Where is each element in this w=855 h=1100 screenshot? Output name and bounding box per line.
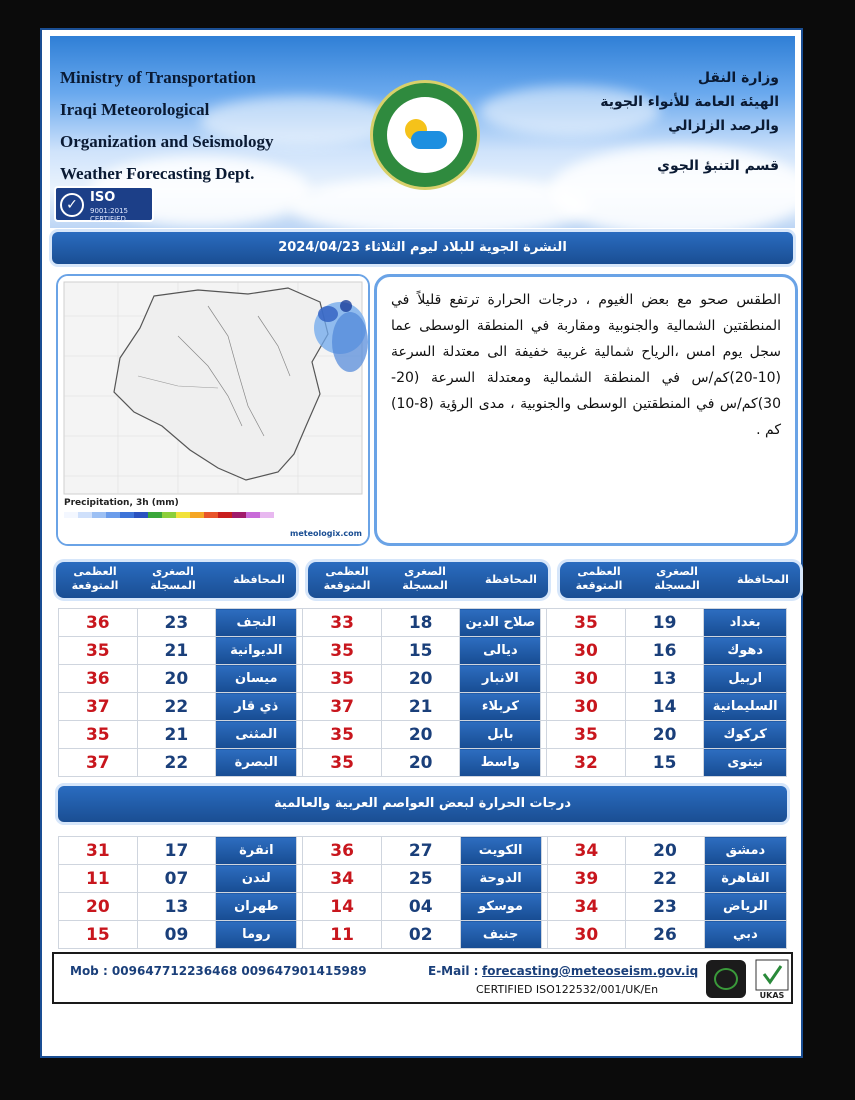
min-temp-cell: 21: [137, 637, 216, 665]
max-temp-cell: 31: [59, 837, 138, 865]
header-max-2: المتوقعة: [575, 579, 623, 592]
max-temp-cell: 35: [303, 749, 382, 777]
email-label: E-Mail :: [428, 964, 479, 978]
footer: [52, 952, 793, 1004]
header-max-1: العظمى: [577, 565, 621, 578]
header-max-2: المتوقعة: [71, 579, 119, 592]
max-temp-cell: 11: [303, 921, 382, 949]
min-temp-cell: 21: [381, 693, 460, 721]
max-temp-cell: 32: [547, 749, 626, 777]
city-cell: الانبار: [460, 665, 541, 693]
header-min-2: المسجلة: [402, 579, 448, 592]
max-temp-cell: 30: [547, 665, 626, 693]
max-temp-cell: 15: [59, 921, 138, 949]
header-min-1: الصغرى: [656, 565, 698, 578]
city-cell: المثنى: [216, 721, 297, 749]
capital-row: [59, 865, 787, 893]
city-cell: نينوى: [704, 749, 787, 777]
max-temp-cell: 36: [59, 609, 138, 637]
city-cell: انقرة: [216, 837, 297, 865]
min-temp-cell: 23: [626, 893, 705, 921]
city-cell: دهوك: [704, 637, 787, 665]
city-cell: كركوك: [704, 721, 787, 749]
map-brand: meteologix.com: [290, 529, 362, 538]
min-temp-cell: 20: [381, 749, 460, 777]
ar-line-authority: الهيئة العامة للأنواء الجوية: [600, 94, 779, 110]
bulletin-sheet: [40, 28, 803, 1058]
arabic-dept: قسم التنبؤ الجوي: [657, 158, 779, 174]
province-row: [59, 693, 787, 721]
max-temp-cell: 36: [303, 837, 382, 865]
max-temp-cell: 37: [303, 693, 382, 721]
max-temp-cell: 14: [303, 893, 382, 921]
header-min-1: الصغرى: [404, 565, 446, 578]
max-temp-cell: 34: [547, 837, 626, 865]
header-max-1: العظمى: [73, 565, 117, 578]
ukas-label: UKAS: [759, 991, 785, 1000]
max-temp-cell: 30: [547, 693, 626, 721]
city-cell: جنيف: [460, 921, 541, 949]
header-min-1: الصغرى: [152, 565, 194, 578]
max-temp-cell: 35: [59, 721, 138, 749]
city-cell: بغداد: [704, 609, 787, 637]
capital-row: [59, 893, 787, 921]
bulletin-title: النشرة الجوية للبلاد ليوم الثلاثاء 2024/04/23: [52, 232, 793, 264]
min-temp-cell: 20: [381, 665, 460, 693]
min-temp-cell: 18: [381, 609, 460, 637]
city-cell: دمشق: [704, 837, 786, 865]
cloud-icon: [411, 131, 447, 149]
max-temp-cell: 35: [303, 637, 382, 665]
city-cell: الكويت: [460, 837, 541, 865]
max-temp-cell: 35: [59, 637, 138, 665]
city-cell: ذي قار: [216, 693, 297, 721]
max-temp-cell: 30: [547, 921, 626, 949]
min-temp-cell: 04: [381, 893, 460, 921]
max-temp-cell: 39: [547, 865, 626, 893]
max-temp-cell: 37: [59, 693, 138, 721]
min-temp-cell: 20: [137, 665, 216, 693]
column-header-group-middle: [308, 562, 548, 598]
checkmark-icon: ✓: [60, 193, 84, 217]
header-max-1: العظمى: [325, 565, 369, 578]
province-row: [59, 609, 787, 637]
iso-sub: 9001:2015 CERTIFIED: [90, 207, 128, 223]
min-temp-cell: 17: [137, 837, 216, 865]
precipitation-map: [56, 274, 370, 546]
city-cell: طهران: [216, 893, 297, 921]
city-cell: القاهرة: [704, 865, 786, 893]
max-temp-cell: 36: [59, 665, 138, 693]
city-cell: واسط: [460, 749, 541, 777]
en-line-dept: Weather Forecasting Dept.: [60, 164, 255, 183]
min-temp-cell: 07: [137, 865, 216, 893]
header-min-2: المسجلة: [150, 579, 196, 592]
max-temp-cell: 35: [303, 721, 382, 749]
min-temp-cell: 25: [381, 865, 460, 893]
max-temp-cell: 34: [303, 865, 382, 893]
max-temp-cell: 34: [547, 893, 626, 921]
meteorology-logo: [370, 80, 480, 190]
city-cell: ميسان: [216, 665, 297, 693]
en-line-ministry: Ministry of Transportation: [60, 68, 256, 87]
ar-line-seismic: والرصد الزلزالي: [668, 118, 779, 134]
max-temp-cell: 35: [303, 665, 382, 693]
header-min-2: المسجلة: [654, 579, 700, 592]
header-banner: [50, 36, 795, 228]
max-temp-cell: 35: [547, 609, 626, 637]
forecast-box: [374, 274, 798, 546]
city-cell: الديوانية: [216, 637, 297, 665]
header-province: المحافظة: [485, 573, 537, 586]
email-link[interactable]: forecasting@meteoseism.gov.iq: [482, 964, 699, 978]
min-temp-cell: 13: [625, 665, 704, 693]
province-row: [59, 665, 787, 693]
min-temp-cell: 20: [625, 721, 704, 749]
arabic-title: [600, 66, 779, 138]
en-line-organization: Organization and Seismology: [60, 132, 274, 151]
min-temp-cell: 22: [137, 693, 216, 721]
province-row: [59, 637, 787, 665]
min-temp-cell: 20: [626, 837, 705, 865]
city-cell: لندن: [216, 865, 297, 893]
min-temp-cell: 02: [381, 921, 460, 949]
max-temp-cell: 37: [59, 749, 138, 777]
min-temp-cell: 21: [137, 721, 216, 749]
column-header-group-left: [56, 562, 296, 598]
mobile-numbers: Mob : 009647712236468 009647901415989: [70, 964, 367, 978]
map-legend-title: Precipitation, 3h (mm): [64, 498, 179, 508]
city-cell: النجف: [216, 609, 297, 637]
min-temp-cell: 27: [381, 837, 460, 865]
province-row: [59, 721, 787, 749]
min-temp-cell: 13: [137, 893, 216, 921]
city-cell: ديالى: [460, 637, 541, 665]
max-temp-cell: 33: [303, 609, 382, 637]
en-line-iraqi: Iraqi Meteorological: [60, 100, 210, 119]
city-cell: الرياض: [704, 893, 786, 921]
city-cell: اربيل: [704, 665, 787, 693]
max-temp-cell: 20: [59, 893, 138, 921]
ar-line-ministry: وزارة النقل: [697, 70, 779, 86]
forecast-text: الطقس صحو مع بعض الغيوم ، درجات الحرارة ترتفع قليلاً في المنطقتين الشمالية والجنوبية ومقاربة في المنطقة الوسطى عما سجل يوم امس ،الرياح شمالية غربية خفيفة الى معتدلة السرعة (10-20)كم/س في المنطقة الشمالية ومعتدلة السرعة (20-30)كم/س في المنطقتين الوسطى والجنوبية ، مدى الرؤية (8-10) كم .: [391, 292, 781, 438]
province-row: [59, 749, 787, 777]
capital-row: [59, 921, 787, 949]
min-temp-cell: 19: [625, 609, 704, 637]
capital-row: [59, 837, 787, 865]
provinces-table: [58, 608, 787, 777]
city-cell: البصرة: [216, 749, 297, 777]
min-temp-cell: 14: [625, 693, 704, 721]
city-cell: كربلاء: [460, 693, 541, 721]
city-cell: صلاح الدين: [460, 609, 541, 637]
city-cell: روما: [216, 921, 297, 949]
english-title: [60, 62, 273, 190]
city-cell: موسكو: [460, 893, 541, 921]
city-cell: دبي: [704, 921, 786, 949]
min-temp-cell: 16: [625, 637, 704, 665]
max-temp-cell: 35: [547, 721, 626, 749]
city-cell: الدوحة: [460, 865, 541, 893]
city-cell: السليمانية: [704, 693, 787, 721]
max-temp-cell: 30: [547, 637, 626, 665]
certification-text: CERTIFIED ISO122532/001/UK/En: [476, 983, 659, 996]
max-temp-cell: 11: [59, 865, 138, 893]
min-temp-cell: 20: [381, 721, 460, 749]
header-province: المحافظة: [233, 573, 285, 586]
ukas-logo: [754, 958, 790, 1002]
min-temp-cell: 22: [137, 749, 216, 777]
capitals-table: [58, 836, 787, 949]
iso-badge: [54, 186, 154, 222]
min-temp-cell: 26: [626, 921, 705, 949]
header-max-2: المتوقعة: [323, 579, 371, 592]
capitals-title: درجات الحرارة لبعض العواصم العربية والعالمية: [58, 786, 787, 822]
header-province: المحافظة: [737, 573, 789, 586]
seal-icon: [706, 960, 746, 998]
min-temp-cell: 15: [625, 749, 704, 777]
min-temp-cell: 09: [137, 921, 216, 949]
iso-label: ISO: [90, 190, 116, 205]
min-temp-cell: 22: [626, 865, 705, 893]
column-header-group-right: [560, 562, 800, 598]
min-temp-cell: 15: [381, 637, 460, 665]
min-temp-cell: 23: [137, 609, 216, 637]
city-cell: بابل: [460, 721, 541, 749]
